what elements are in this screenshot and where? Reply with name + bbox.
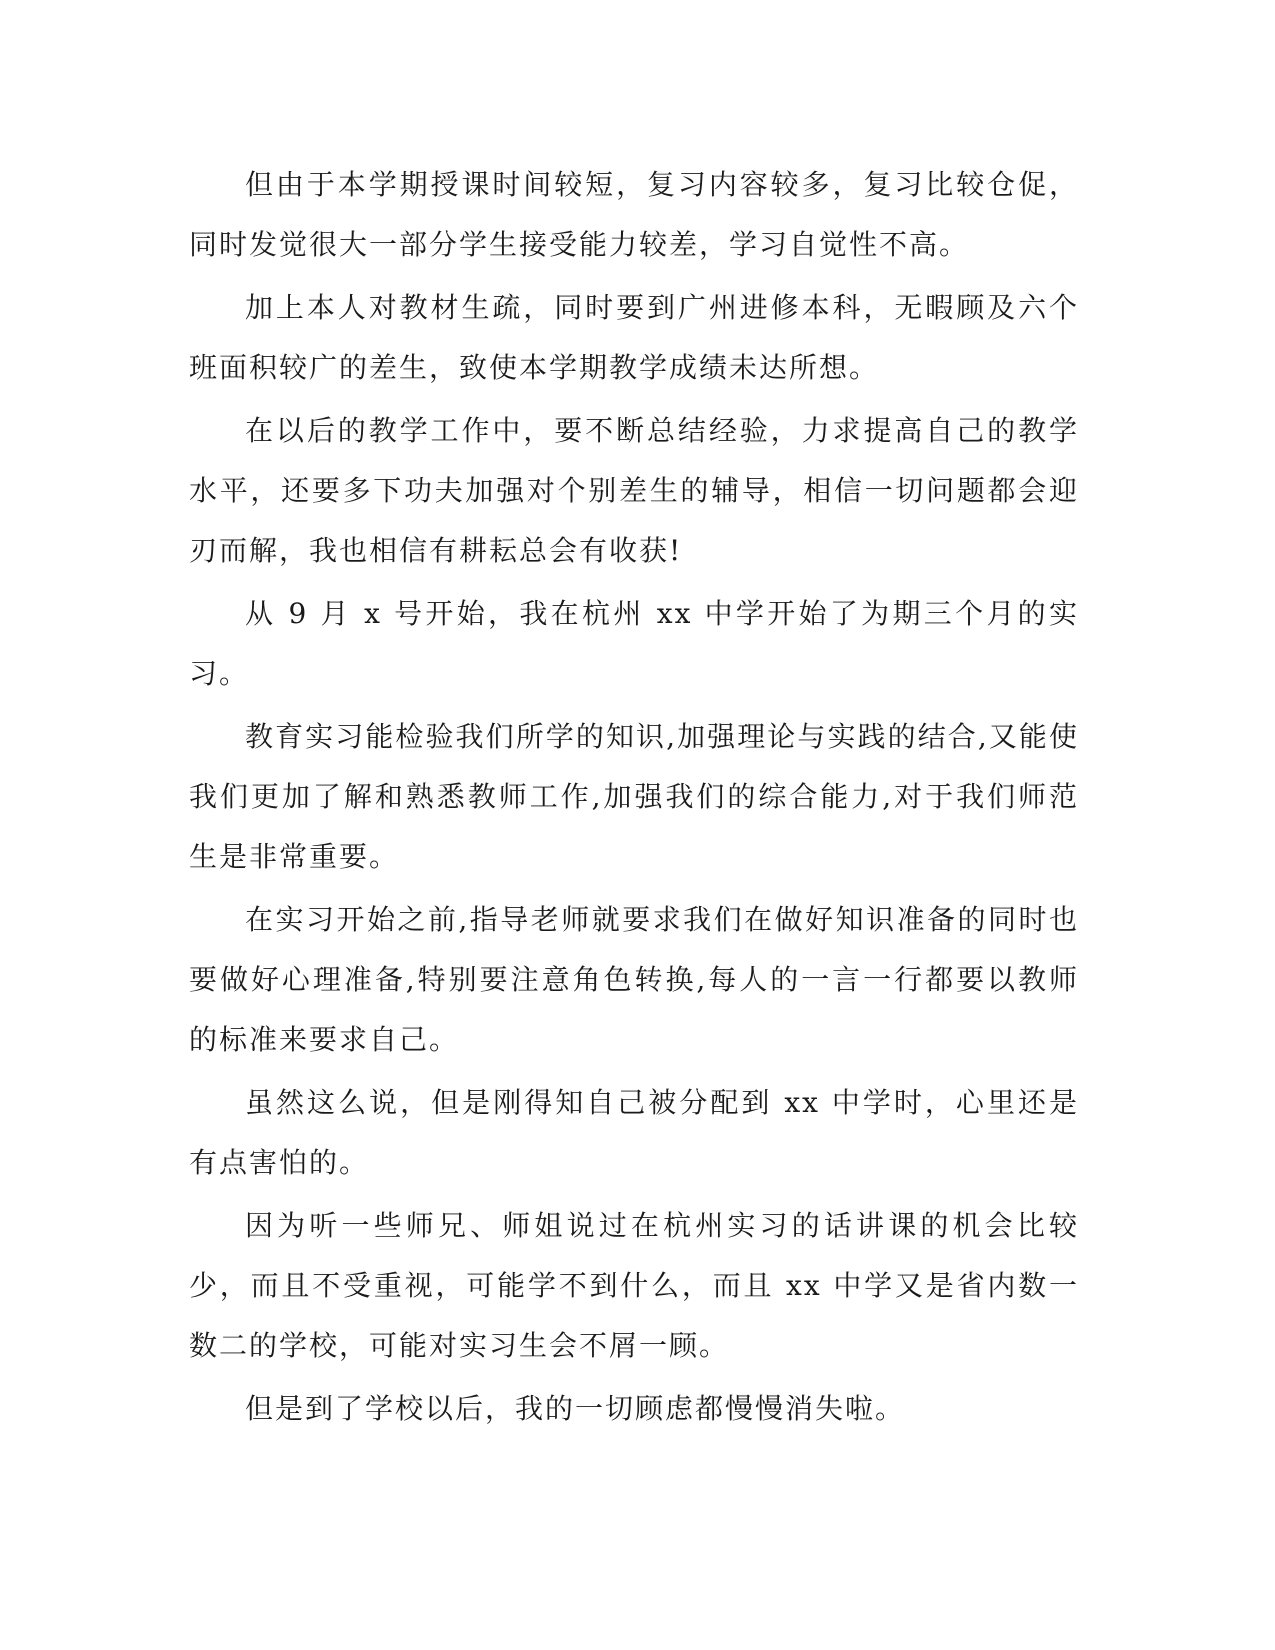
document-body [189,155,1079,1442]
paragraph-3: 在以后的教学工作中，要不断总结经验，力求提高自己的教学水平，还要多下功夫加强对个别差生的辅导，相信一切问题都会迎刃而解，我也相信有耕耘总会有收获! [189,414,1079,567]
paragraph-4: 从 9 月 x 号开始，我在杭州 xx 中学开始了为期三个月的实习。 [189,597,1079,690]
paragraph-7: 虽然这么说，但是刚得知自己被分配到 xx 中学时，心里还是有点害怕的。 [189,1086,1079,1179]
paragraph-6: 在实习开始之前,指导老师就要求我们在做好知识准备的同时也要做好心理准备,特别要注意角色转换,每人的一言一行都要以教师的标准来要求自己。 [189,903,1079,1056]
paragraph-2: 加上本人对教材生疏，同时要到广州进修本科，无暇顾及六个班面积较广的差生，致使本学期教学成绩未达所想。 [189,291,1079,384]
paragraph-5: 教育实习能检验我们所学的知识,加强理论与实践的结合,又能使我们更加了解和熟悉教师工作,加强我们的综合能力,对于我们师范生是非常重要。 [189,720,1079,873]
paragraph-8: 因为听一些师兄、师姐说过在杭州实习的话讲课的机会比较少，而且不受重视，可能学不到什么，而且 xx 中学又是省内数一数二的学校，可能对实习生会不屑一顾。 [189,1209,1079,1362]
paragraph-1: 但由于本学期授课时间较短，复习内容较多，复习比较仓促，同时发觉很大一部分学生接受能力较差，学习自觉性不高。 [189,168,1079,261]
paragraph-9: 但是到了学校以后，我的一切顾虑都慢慢消失啦。 [245,1392,906,1425]
